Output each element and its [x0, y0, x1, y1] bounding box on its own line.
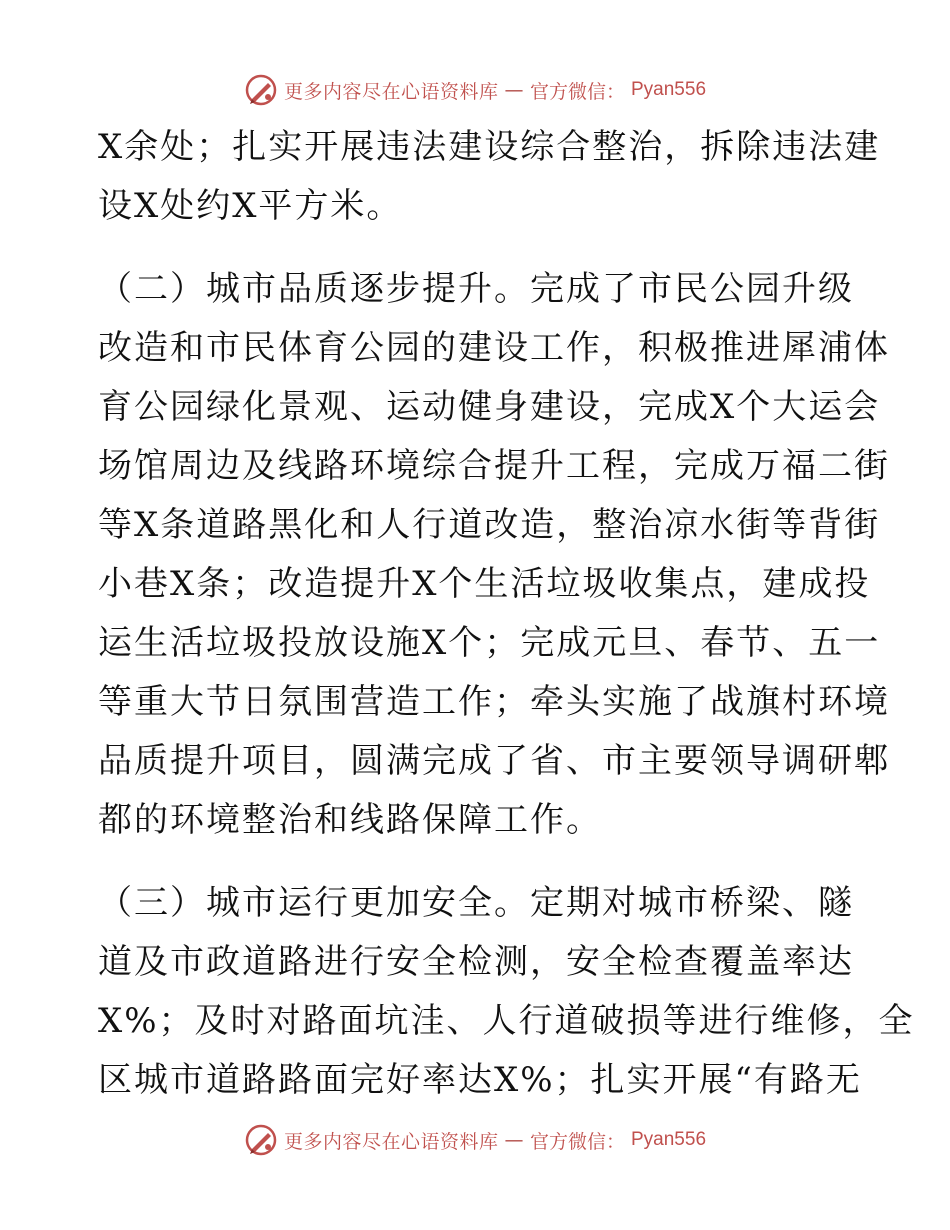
text-line: X余处；扎实开展违法建设综合整治，拆除违法建 — [98, 127, 881, 167]
text-line: 运生活垃圾投放设施X个；完成元旦、春节、五一 — [98, 623, 881, 663]
document-body — [98, 118, 915, 1110]
watermark-text: 更多内容尽在心语资料库 — [283, 1130, 499, 1153]
text-line: 都的环境整治和线路保障工作。 — [98, 800, 602, 840]
watermark-wechat-id: Pyan556 — [631, 1129, 707, 1150]
text-line: 设X处约X平方米。 — [98, 186, 403, 226]
text-line: 小巷X条；改造提升X个生活垃圾收集点，建成投 — [98, 564, 871, 604]
pen-logo-icon — [244, 73, 278, 107]
text-line: X%；及时对路面坑洼、人行道破损等进行维修，全 — [98, 1001, 915, 1041]
watermark-separator: — — [504, 1129, 524, 1151]
text-line: 道及市政道路进行安全检测，安全检查覆盖率达 — [98, 942, 854, 982]
section-heading-line: （二）城市品质逐步提升。完成了市民公园升级 — [98, 269, 854, 309]
watermark-wechat-label: 官方微信： — [529, 1130, 625, 1153]
footer-watermark — [0, 1120, 950, 1160]
section-heading-line: （三）城市运行更加安全。定期对城市桥梁、隧 — [98, 883, 854, 923]
watermark-text: 更多内容尽在心语资料库 — [283, 80, 499, 103]
paragraph — [98, 260, 890, 850]
text-line: 场馆周边及线路环境综合提升工程，完成万福二街 — [98, 446, 890, 486]
text-line: 区城市道路路面完好率达X%；扎实开展“有路无 — [98, 1060, 862, 1100]
text-line: 等X条道路黑化和人行道改造，整治凉水街等背街 — [98, 505, 881, 545]
text-line: 育公园绿化景观、运动健身建设，完成X个大运会 — [98, 387, 881, 427]
pen-logo-icon — [244, 1123, 278, 1157]
text-line: 品质提升项目，圆满完成了省、市主要领导调研郫 — [98, 741, 890, 781]
watermark-wechat-label: 官方微信： — [529, 80, 625, 103]
watermark-wechat-id: Pyan556 — [631, 79, 707, 100]
paragraph — [98, 118, 881, 236]
paragraph — [98, 874, 915, 1110]
text-line: 改造和市民体育公园的建设工作，积极推进犀浦体 — [98, 328, 890, 368]
text-line: 等重大节日氛围营造工作；牵头实施了战旗村环境 — [98, 682, 890, 722]
watermark-separator: — — [504, 79, 524, 101]
header-watermark — [0, 70, 950, 110]
